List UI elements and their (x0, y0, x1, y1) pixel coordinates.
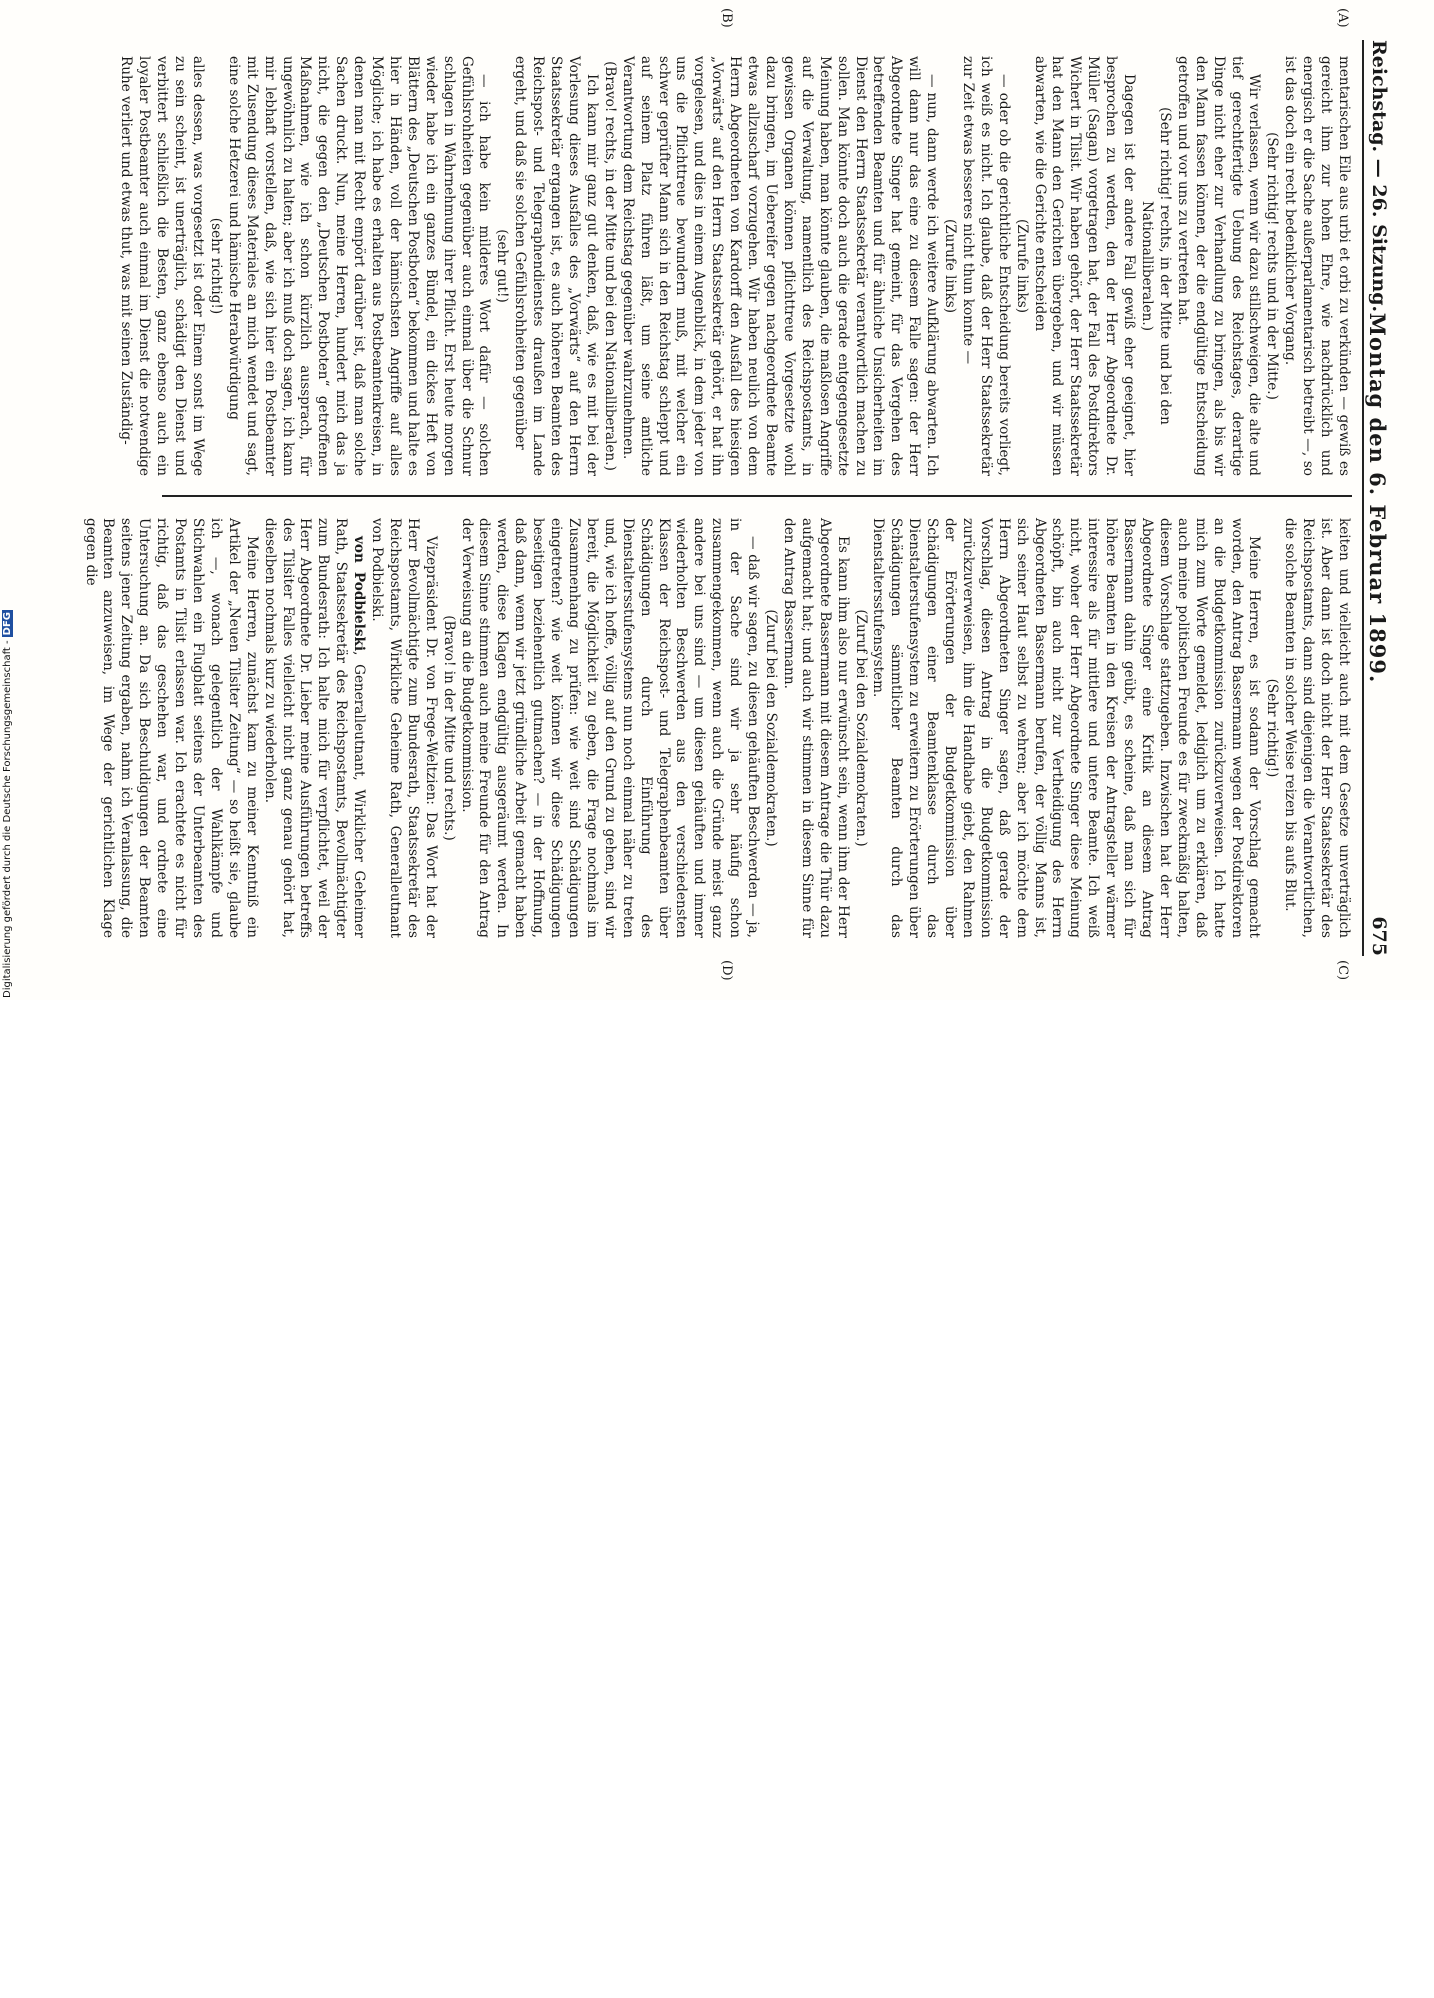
footer-text: Digitalisierung gefördert durch die Deutsche Forschungsgemeinschaft - (2, 640, 13, 998)
interjection: (Bravo! in der Mitte und rechts.) (440, 615, 457, 841)
interjection: (Zurufe links) (1013, 218, 1030, 314)
interjection: (Bravo! rechts, in der Mitte und bei den Nationalliberalen.) (601, 61, 618, 471)
header-date: Montag den 6. Februar 1899. (1365, 312, 1390, 684)
interjection: (Zuruf bei den Sozialdemokraten.) (763, 609, 779, 847)
paragraph: — daß wir sagen, zu diesen gehäuften Beschwerden — ja, in der Sache sind wir ja sehr häufig schon zusammengekommen, wenn auch die Gründe meist ganz andere bei uns sind — um diesen gehäuften und immer wiederholten Beschwerden aus den verschiedensten Klassen der Reichspost- und Telegraphenbeamten über Schädigungen durch Einführung des Dienstaltersstufensystems nun noch einmal näher zu treten und, wie ich hoffe, völlig auf den Grund zu gehen, sind wir bereit, die Möglichkeit zu geben, die Frage nochmals im Zusammenhang zu prüfen: wie weit sind Schädigungen eingetreten? wie weit können wir diese Schädigungen beseitigen beziehentlich gutmachen? — in der Hoffnung, daß dann, wenn wir jetzt gründliche Arbeit gemacht haben werden, diese Klagen endgültig ausgeräumt werden. In diesem Sinne stimmen auch meine Freunde für den Antrag der Verweisung an die Budgetkommission. (458, 518, 762, 938)
margin-marker-b: (B) (719, 8, 734, 28)
paragraph: — oder ob die gerichtliche Entscheidung bereits vorliegt, ich weiß es nicht. Ich glaube, daß der Herr Staatssekretär zur Zeit etwas besseres nicht thun konnte — (959, 56, 1012, 476)
paragraph: — ich habe kein milderes Wort dafür — solchen Gefühlsrohheiten gegenüber auch einmal über die Schnur schlagen in Wahrnehmung ihrer Pflicht. Erst heute morgen wieder habe ich ein ganzes Bündel, ein dickes Heft von Blättern des „Deutschen Postboten“ bekommen und halte es hier in Händen, voll der hämischsten Angriffe auf alles Mögliche; ich habe es erhalten aus Postbeamtenkreisen, in denen man mit Recht empört darüber ist, daß man solche Sachen druckt. Nun, meine Herren, hundert mich das ja nicht, die gegen den „Deutschen Postboten“ getroffenen Maßnahmen, wie ich schon kürzlich aussprach, für ungewöhnlich zu halten; aber ich muß doch sagen, ich kann mir lebhaft vorstellen, daß, wie sich hier ein Postbeamter mit Zusendung dieses Materiales an mich wendet und sagt, eine solche Hetzerei und hämische Herabwürdigung (225, 56, 493, 476)
header-session-title: Reichstag. — 26. Sitzung. (1368, 40, 1390, 313)
margin-marker-a: (A) (1335, 8, 1350, 28)
speech-paragraph (260, 518, 367, 938)
interjection: (sehr richtig!) (207, 217, 224, 315)
speaker-name: von Podbielski (351, 536, 368, 652)
paragraph: mentarischen Eile aus urbi et orbi zu verkünden — gewiß es gereicht ihm zur hohen Ehre, wie nachdrücklich und energisch er die Sache außerparlamentarisch betreibt —, so ist das doch ein recht bedenklicher Vorgang. (1282, 56, 1352, 476)
left-column (102, 56, 1352, 476)
footer-credit (2, 612, 22, 1998)
interjection: (sehr gut!) (494, 229, 511, 303)
margin-marker-c: (C) (1335, 960, 1350, 981)
paragraph: Dagegen ist der andere Fall gewiß eher geeignet, hier besprochen zu werden, den der Herr Abgeordnete Dr. Müller (Sagan) vorgetragen hat, der Fall des Postdirektors Wichert in Tilsit. Wir haben gehört, der Herr Staatssekretär hat den Mann den Gerichten übergeben, und wir müssen abwarten, wie die Gerichte entscheiden (1031, 56, 1138, 476)
paragraph: Meine Herren, zunächst kam zu meiner Kenntniß ein Artikel der „Neuen Tilsiter Zeitung“ — so heißt sie, glaube ich —, wonach gelegentlich der Wahlkämpfe und Stichwahlen ein Flugblatt seitens der Unterbeamten des Postamts in Tilsit erlassen war. Ich erachtete es nicht für richtig, daß das geschehen war, und ordnete eine Untersuchung an. Da sich Beschuldigungen der Beamten seitens jener Zeitung ergaben, nahm ich Veranlassung, die Beamten anzuweisen, im Wege der gerichtlichen Klage gegen die (82, 518, 260, 938)
paragraph: Meine Herren, es ist sodann der Vorschlag gemacht worden, den Antrag Bassermann wegen der Postdirektoren an die Budgetkommission zurückzuverweisen. Ich hatte mich zum Worte gemeldet, lediglich um zu erklären, daß auch meine politischen Freunde es für zweckmäßig halten, diesem Vorschlage stattzugeben. Inzwischen hat der Herr Abgeordnete Singer eine Kritik an diesem Antrag Bassermann dahin geübt, es scheine, daß man sich für höhere Beamten in den Kreisen der Antragsteller wärmer interessire als für mittlere und untere Beamte. Ich weiß nicht, woher der Herr Abgeordnete Singer diese Meinung schöpft, bin auch nicht zur Vertheidigung des Herrn Abgeordneten Bassermann berufen, der völlig Manns ist, sich seiner Haut selbst zu wehren; aber ich möchte dem Herrn Abgeordneten Singer sagen, daß gerade der Vorschlag, diesen Antrag in die Budgetkommission zurückzuverweisen, ihm die Handhabe giebt, den Rahmen der Erörterungen der Budgetkommission über Schädigungen einer Beamtenklasse durch das Dienstalterstufensystem zu erweitern zu Erörterungen über Schädigungen sämmtlicher Beamten durch das Dienstaltersstufensystem. (870, 518, 1263, 938)
paragraph: Es kann ihm also nur erwünscht sein, wenn ihm der Herr Abgeordnete Bassermann mit diesem Antrage die Thür dazu aufgemacht hat; und auch wir stimmen in diesem Sinne für den Antrag Bassermann. (780, 518, 851, 938)
paragraph: — nun, dann werde ich weitere Aufklärung abwarten. Ich will dann nur das eine zu diesem Falle sagen: der Herr Abgeordnete Singer hat gemeint, für das Vergehen des betreffenden Beamten und für ähnliche Unsicherheiten im Dienst den Herrn Staatssekretär verantwortlich machen zu sollen. Man könnte doch auch die gerade entgegengesetzte Meinung haben, man könnte glauben, die maßlosen Angriffe auf die Verwaltung, namentlich des Reichspostamts, in gewissen Organen können pflichttreue Vorgesetzte wohl dazu bringen, im Uebereifer gegen nachgeordnete Beamte etwas allzuscharf vorzugehen. Wir haben neulich von dem Herrn Abgeordneten von Kardorff den Ausfall des hiesigen „Vorwärts“ auf den Herrn Staatssekretär gehört, er hat ihn vorgelesen, und dies in einem Augenblick, in dem jeder von uns die Pflichttreue bewundern muß, mit welcher ein schwer geprüfter Mann sich in den Reichstag schleppt und auf seinem Platz führen läßt, um seine amtliche Verantwortung dem Reichstag gegenüber wahrzunehmen. (619, 56, 941, 476)
paragraph: keiten und vielleicht auch mit dem Gesetze unverträglich ist. Aber dann ist doch nicht der Herr Staatssekretär des Reichspostamts, dann sind diejenigen die Verantwortlichen, die solche Beamten in solcher Weise reizen bis aufs Blut. (1282, 518, 1352, 938)
interjection: (Sehr richtig!) (1264, 678, 1281, 778)
margin-marker-d: (D) (719, 960, 734, 981)
interjection: (Zuruf bei den Sozialdemokraten.) (852, 609, 869, 847)
paragraph: Wir verlassen, wenn wir dazu stillschweigen, die alte und tief gerechtfertigte Uebung des Reichstages, derartige Dinge nicht eher zur Verhandlung zu bringen, als bis wir den Mann fassen können, der die endgültige Entscheidung getroffen und vor uns zu vertreten hat. (1174, 56, 1263, 476)
page-number: 675 (1368, 916, 1390, 956)
interjection: (Zurufe links) (942, 218, 959, 314)
paragraph: alles dessen, was vorgesetzt ist oder Einem sonst im Wege zu sein scheint, ist unerträglich, schädigt den Dienst und verbittert schließlich die Besten, ganz ebenso auch ein loyaler Postbeamter auch einmal im Dienst die notwendige Ruhe verliert und etwas thut, was mit seinen Zuständig- (118, 56, 206, 476)
column-divider (162, 495, 1352, 497)
page-header (1362, 40, 1394, 956)
dfg-logo: DFG (2, 612, 13, 636)
right-column (82, 518, 1352, 939)
interjection: (Sehr richtig! rechts und in der Mitte.) (1264, 132, 1281, 400)
interjection: (Sehr richtig! rechts, in der Mitte und bei den Nationalliberalen.) (1139, 107, 1173, 425)
paragraph: Vizepräsident Dr. von Frege-Weltzien: Das Wort hat der Herr Bevollmächtigte zum Bundesrath, Staatssekretär des Reichspostamts, Wirkliche Geheime Rath, Generalleutnant von Podbielski. (369, 518, 439, 938)
speech-text: , Generalleutnant, Wirklicher Geheimer Rath, Staatssekretär des Reichspostamts, Bevollmächtigter zum Bundesrath: Ich halte mich für verpflichtet, weil der Herr Abgeordnete Dr. Lieber meine Ausführungen betreffs des Tilsiter Falles vielleicht nicht ganz genau gehört hat, dieselben nochmals kurz zu wiederholen. (261, 518, 368, 939)
paragraph: Ich kann mir ganz gut denken, daß, wie es mit bei der Vorlesung dieses Ausfalles des „Vorwärts“ auf den Herrn Staatssekretär ergangen ist, es auch höheren Beamten des Reichspost- und Telegraphendienstes draußen im Lande ergeht, und daß sie solchen Gefühlsrohheiten gegenüber (512, 56, 600, 476)
